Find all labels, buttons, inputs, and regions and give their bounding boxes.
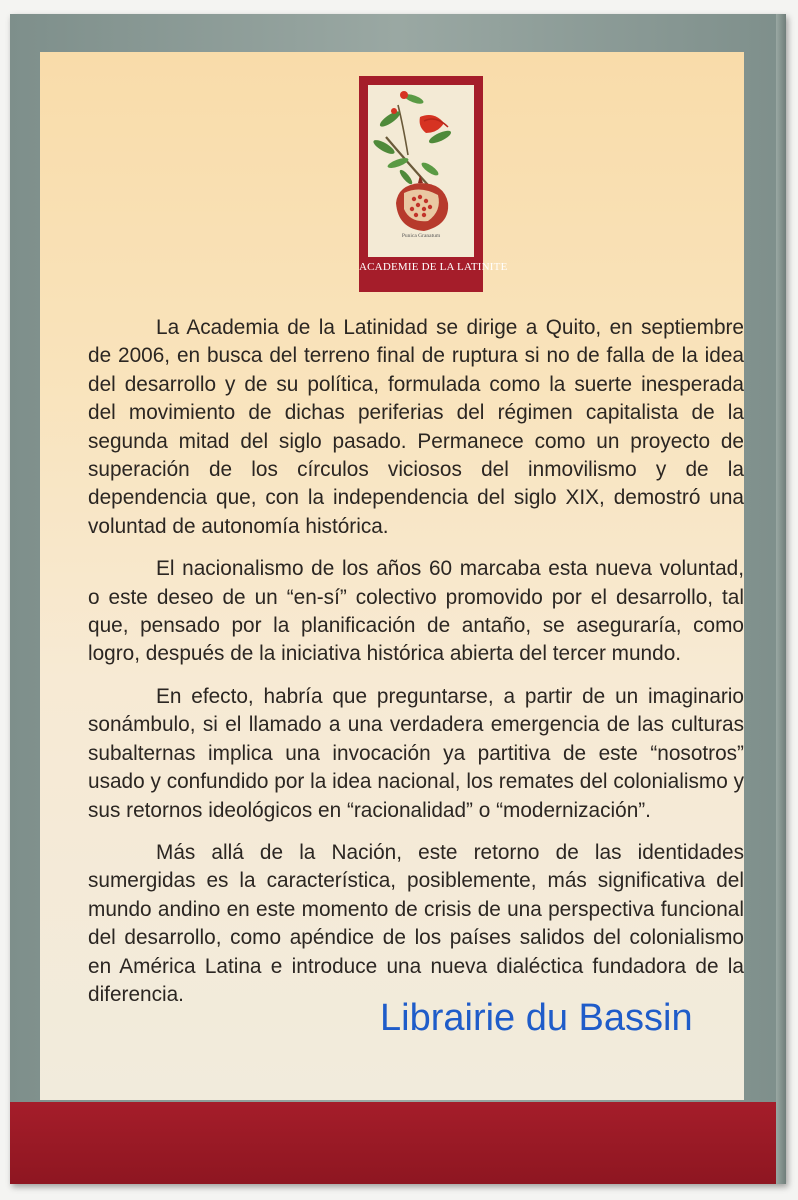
academy-name: ACADEMIE DE LA LATINITE: [359, 261, 508, 273]
academy-emblem: [359, 76, 508, 292]
book-edge: [776, 14, 786, 1184]
paragraph: El nacionalismo de los años 60 marcaba esta nueva voluntad, o este deseo de un “en-sí” colectivo promovido por el desarrollo, tal que, pensado por la planificación de antaño, se aseguraría, como logro, después de la iniciativa histórica abierta del tercer mundo.: [88, 557, 744, 666]
pomegranate-illustration: [368, 85, 474, 257]
back-cover-text: [88, 314, 744, 1023]
bottom-color-band: [10, 1102, 786, 1184]
pomegranate-icon: [368, 85, 474, 257]
paragraph: La Academia de la Latinidad se dirige a Quito, en septiembre de 2006, en busca del terreno final de ruptura si no de falla de la idea del desarrollo y de su política, formulada como la suerte inesperada del movimiento de dichas periferias del régimen capitalista de la segunda mitad del siglo pasado. Permanece como un proyecto de superación de los círculos viciosos del inmovilismo y de la dependencia que, con la independencia del siglo XIX, demostró una voluntad de autonomía histórica.: [88, 316, 744, 538]
paragraph: Más allá de la Nación, este retorno de las identidades sumergidas es la característica, posiblemente, más significativa del mundo andino en este momento de crisis de una perspectiva funcional del desarrollo, como apéndice de los países salidos del colonialismo en América Latina e introduce una nueva dialéctica fundadora de la diferencia.: [88, 840, 744, 1006]
paragraph: En efecto, habría que preguntarse, a partir de un imaginario sonámbulo, si el llamado a una verdadera emergencia de las culturas subalternas implica una invocación ya partitiva de este “nosotros” usado y confundido por la idea nacional, los remates del colonialismo y sus retornos ideológicos en “racionalidad” o “modernización”.: [88, 684, 744, 822]
plant-caption: Punica Granatum: [401, 233, 441, 239]
text-panel: [40, 52, 744, 1100]
seller-watermark: Librairie du Bassin: [380, 997, 693, 1039]
